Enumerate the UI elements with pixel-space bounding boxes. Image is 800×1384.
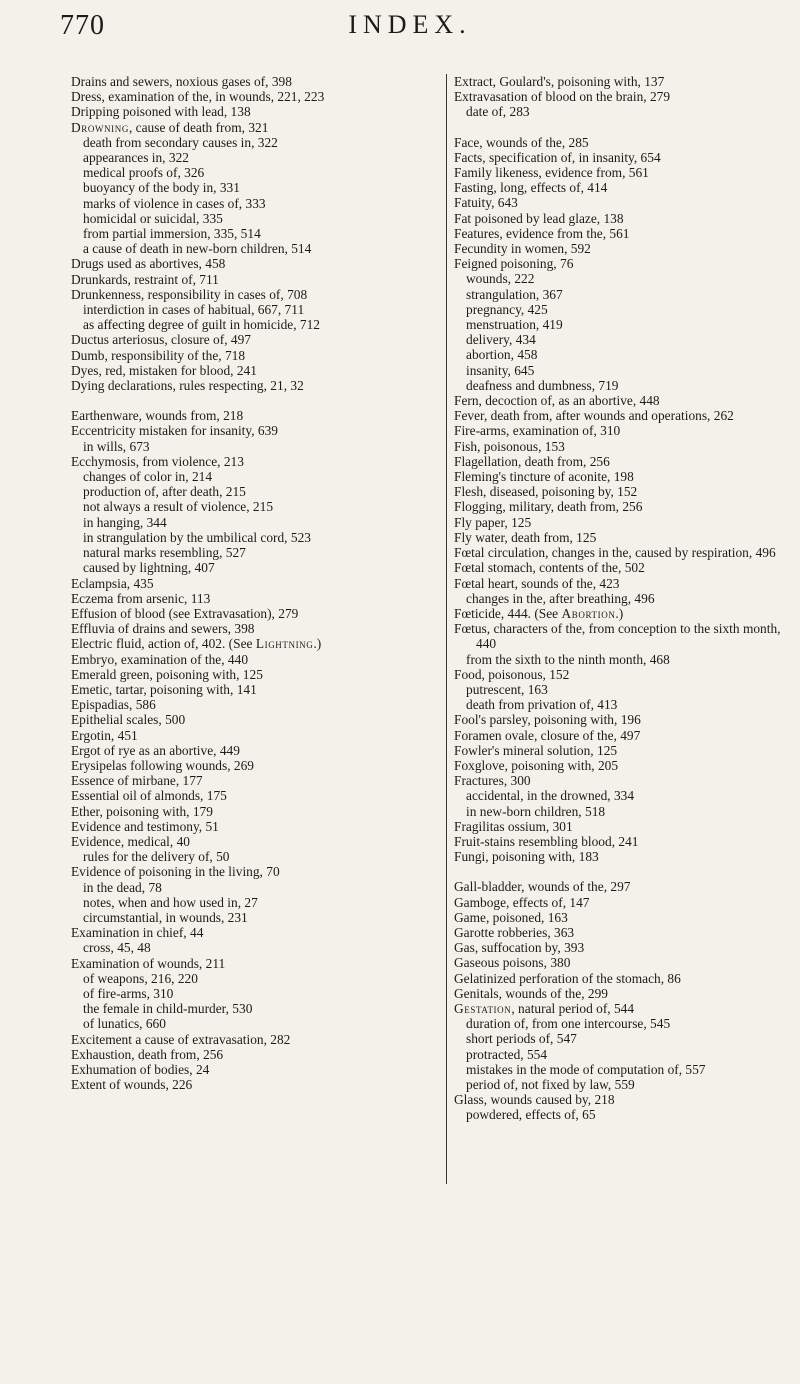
- section-gap: [71, 393, 411, 408]
- index-entry: Extract, Goulard's, poisoning with, 137: [454, 74, 665, 89]
- index-entry: Fever, death from, after wounds and operations, 262: [454, 408, 734, 424]
- index-entry: Emetic, tartar, poisoning with, 141: [71, 681, 257, 697]
- index-entry: Flagellation, death from, 256: [454, 453, 610, 469]
- index-entry: Excitement a cause of extravasation, 282: [71, 1031, 291, 1047]
- index-entry: Fungi, poisoning with, 183: [454, 849, 599, 865]
- index-entry: Fœtal stomach, contents of the, 502: [454, 560, 645, 576]
- index-entry: Drunkards, restraint of, 711: [71, 271, 219, 287]
- index-entry: Dumb, responsibility of the, 718: [71, 347, 246, 363]
- index-subentry: as affecting degree of guilt in homicide, 712: [83, 317, 320, 333]
- index-entry: Face, wounds of the, 285: [454, 134, 589, 150]
- index-entry: Extravasation of blood on the brain, 279: [454, 89, 671, 105]
- index-subentry: period of, not fixed by law, 559: [466, 1077, 635, 1092]
- index-subentry: rules for the delivery of, 50: [83, 849, 230, 865]
- index-entry: Electric fluid, action of, 402. (See Lightning.): [71, 636, 322, 652]
- index-entry: Fœtal heart, sounds of the, 423: [454, 575, 620, 591]
- index-entry: Dress, examination of the, in wounds, 221, 223: [71, 89, 325, 105]
- index-entry: Gelatinized perforation of the stomach, 86: [454, 970, 681, 986]
- index-entry: Eczema from arsenic, 113: [71, 590, 211, 606]
- index-subentry: of lunatics, 660: [83, 1016, 166, 1032]
- index-subentry: in new-born children, 518: [466, 803, 606, 819]
- index-entry: Foramen ovale, closure of the, 497: [454, 727, 641, 743]
- index-entry: Ether, poisoning with, 179: [71, 803, 213, 819]
- index-subentry: mistakes in the mode of computation of, 557: [466, 1061, 706, 1077]
- index-entry: Facts, specification of, in insanity, 654: [454, 149, 661, 165]
- index-entry: Fly paper, 125: [454, 514, 532, 530]
- index-subentry: changes of color in, 214: [83, 469, 213, 485]
- index-entry: Exhumation of bodies, 24: [71, 1062, 210, 1077]
- index-entry: Fly water, death from, 125: [454, 529, 597, 545]
- index-entry: Epispadias, 586: [71, 697, 156, 713]
- page-header: [60, 10, 760, 50]
- index-entry: Fecundity in women, 592: [454, 241, 591, 257]
- index-subentry: insanity, 645: [466, 362, 535, 378]
- index-subentry: circumstantial, in wounds, 231: [83, 909, 248, 925]
- index-subentry: of weapons, 216, 220: [83, 970, 198, 986]
- index-entry: Glass, wounds caused by, 218: [454, 1092, 615, 1108]
- index-subentry: pregnancy, 425: [466, 301, 548, 317]
- index-entry: Fowler's mineral solution, 125: [454, 742, 618, 758]
- index-entry: Family likeness, evidence from, 561: [454, 165, 649, 181]
- index-entry: Dripping poisoned with lead, 138: [71, 104, 251, 120]
- index-column-right: [454, 74, 789, 1123]
- index-subentry: short periods of, 547: [466, 1031, 577, 1047]
- index-subentry: medical proofs of, 326: [83, 165, 205, 181]
- index-entry: Effusion of blood (see Extravasation), 279: [71, 605, 299, 621]
- index-subentry: powdered, effects of, 65: [466, 1107, 596, 1123]
- index-subentry: protracted, 554: [466, 1046, 548, 1062]
- index-entry: Ergot of rye as an abortive, 449: [71, 742, 240, 758]
- index-entry: Earthenware, wounds from, 218: [71, 408, 244, 424]
- index-entry: Genitals, wounds of the, 299: [454, 985, 608, 1001]
- section-gap: [454, 864, 789, 879]
- index-entry: Flogging, military, death from, 256: [454, 499, 643, 515]
- index-subentry: a cause of death in new-born children, 514: [83, 241, 312, 257]
- index-entry: Fragilitas ossium, 301: [454, 818, 573, 834]
- index-entry: Gestation, natural period of, 544: [454, 1000, 635, 1016]
- page-number: 770: [60, 10, 105, 41]
- index-entry: Feigned poisoning, 76: [454, 256, 574, 272]
- index-subentry: in strangulation by the umbilical cord, 523: [83, 529, 311, 545]
- index-entry: Fatuity, 643: [454, 195, 518, 211]
- index-subentry: in hanging, 344: [83, 514, 167, 530]
- section-gap: [454, 120, 789, 135]
- index-subentry: menstruation, 419: [466, 317, 563, 333]
- index-entry: Effluvia of drains and sewers, 398: [71, 621, 255, 637]
- index-subentry: caused by lightning, 407: [83, 560, 215, 576]
- column-divider: [446, 74, 447, 1184]
- index-entry: Examination of wounds, 211: [71, 955, 226, 971]
- index-subentry: of fire-arms, 310: [83, 985, 174, 1001]
- index-subentry: from the sixth to the ninth month, 468: [466, 651, 670, 667]
- index-subentry: delivery, 434: [466, 332, 536, 348]
- index-column-left: [71, 74, 411, 1092]
- index-subentry: natural marks resembling, 527: [83, 545, 246, 561]
- index-subentry: the female in child-murder, 530: [83, 1001, 253, 1017]
- index-entry: Fruit-stains resembling blood, 241: [454, 833, 639, 849]
- index-entry: Evidence of poisoning in the living, 70: [71, 864, 280, 880]
- index-subentry: wounds, 222: [466, 271, 535, 287]
- index-subentry: accidental, in the drowned, 334: [466, 788, 635, 804]
- index-entry: Ecchymosis, from violence, 213: [71, 453, 244, 469]
- index-entry: Examination in chief, 44: [71, 925, 204, 941]
- index-subentry: from partial immersion, 335, 514: [83, 226, 261, 242]
- index-entry: Fat poisoned by lead glaze, 138: [454, 210, 624, 226]
- index-entry: Gaseous poisons, 380: [454, 955, 571, 971]
- index-entry: Garotte robberies, 363: [454, 924, 575, 940]
- index-subentry: buoyancy of the body in, 331: [83, 180, 240, 196]
- index-entry: Evidence and testimony, 51: [71, 818, 219, 834]
- index-entry: Essence of mirbane, 177: [71, 773, 203, 789]
- index-subentry: death from privation of, 413: [466, 697, 618, 713]
- index-entry: Eccentricity mistaken for insanity, 639: [71, 423, 278, 439]
- index-subentry: death from secondary causes in, 322: [83, 134, 278, 150]
- index-entry: Drugs used as abortives, 458: [71, 256, 226, 272]
- index-entry: Flesh, diseased, poisoning by, 152: [454, 484, 638, 500]
- index-subentry: changes in the, after breathing, 496: [466, 590, 655, 606]
- index-entry: Ductus arteriosus, closure of, 497: [71, 332, 251, 348]
- index-subentry: marks of violence in cases of, 333: [83, 195, 266, 211]
- index-entry: Fire-arms, examination of, 310: [454, 423, 621, 439]
- index-entry: Fleming's tincture of aconite, 198: [454, 469, 634, 485]
- index-entry: Essential oil of almonds, 175: [71, 788, 227, 804]
- index-entry: Food, poisonous, 152: [454, 666, 570, 682]
- index-subentry: production of, after death, 215: [83, 484, 246, 500]
- index-entry: Erysipelas following wounds, 269: [71, 757, 254, 773]
- index-entry: Epithelial scales, 500: [71, 712, 186, 728]
- index-subentry: not always a result of violence, 215: [83, 499, 274, 515]
- index-entry: Evidence, medical, 40: [71, 833, 190, 849]
- index-subentry: duration of, from one intercourse, 545: [466, 1016, 671, 1032]
- index-entry: Exhaustion, death from, 256: [71, 1046, 224, 1062]
- index-entry: Fœtus, characters of the, from conception to the sixth month, 440: [454, 621, 781, 652]
- index-subentry: deafness and dumbness, 719: [466, 377, 619, 393]
- page-title: INDEX.: [348, 10, 472, 39]
- index-entry: Dyes, red, mistaken for blood, 241: [71, 362, 257, 378]
- index-subentry: in wills, 673: [83, 438, 150, 454]
- index-subentry: interdiction in cases of habitual, 667, 711: [83, 302, 305, 318]
- index-subentry: cross, 45, 48: [83, 940, 151, 956]
- index-entry: Drowning, cause of death from, 321: [71, 119, 269, 135]
- index-entry: Gall-bladder, wounds of the, 297: [454, 879, 631, 895]
- index-subentry: homicidal or suicidal, 335: [83, 210, 223, 226]
- index-subentry: putrescent, 163: [466, 681, 548, 697]
- index-entry: Fool's parsley, poisoning with, 196: [454, 712, 641, 728]
- index-entry: Fractures, 300: [454, 773, 531, 789]
- index-entry: Drains and sewers, noxious gases of, 398: [71, 74, 292, 89]
- index-entry: Fasting, long, effects of, 414: [454, 180, 608, 196]
- index-entry: Fish, poisonous, 153: [454, 438, 565, 454]
- index-entry: Foxglove, poisoning with, 205: [454, 757, 619, 773]
- index-entry: Gas, suffocation by, 393: [454, 940, 585, 956]
- index-entry: Fern, decoction of, as an abortive, 448: [454, 393, 660, 409]
- index-entry: Features, evidence from the, 561: [454, 225, 630, 241]
- index-entry: Gamboge, effects of, 147: [454, 894, 590, 910]
- index-entry: Dying declarations, rules respecting, 21, 32: [71, 378, 304, 394]
- index-subentry: abortion, 458: [466, 347, 538, 363]
- index-entry: Embryo, examination of the, 440: [71, 651, 249, 667]
- index-subentry: notes, when and how used in, 27: [83, 894, 258, 910]
- index-entry: Drunkenness, responsibility in cases of, 708: [71, 286, 308, 302]
- index-entry: Extent of wounds, 226: [71, 1077, 193, 1093]
- index-subentry: appearances in, 322: [83, 150, 189, 166]
- index-entry: Fœticide, 444. (See Abortion.): [454, 605, 624, 621]
- index-subentry: date of, 283: [466, 104, 530, 120]
- index-entry: Fœtal circulation, changes in the, caused by respiration, 496: [454, 545, 776, 561]
- index-entry: Eclampsia, 435: [71, 575, 154, 591]
- index-entry: Ergotin, 451: [71, 727, 138, 743]
- index-subentry: in the dead, 78: [83, 879, 162, 895]
- index-entry: Game, poisoned, 163: [454, 909, 568, 925]
- index-entry: Emerald green, poisoning with, 125: [71, 666, 263, 682]
- index-subentry: strangulation, 367: [466, 286, 563, 302]
